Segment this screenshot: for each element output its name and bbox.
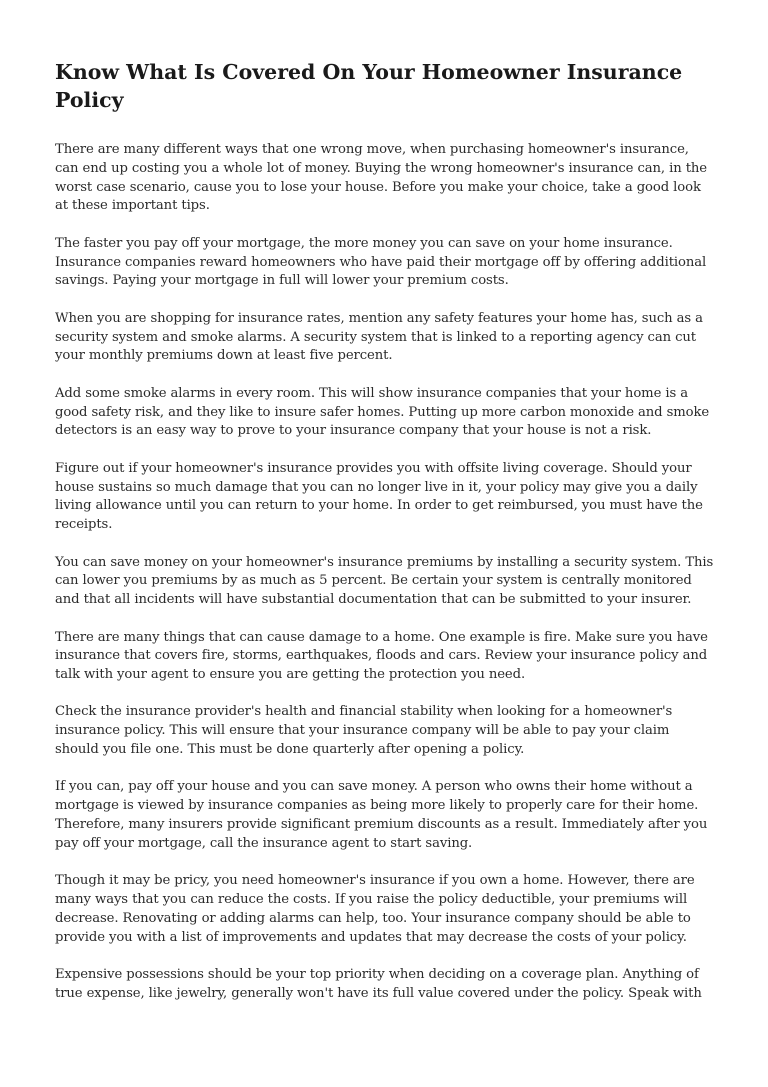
paragraph: The faster you pay off your mortgage, the more money you can save on your home insurance. Insurance companies reward homeowners who have paid their mortgage off by offering additional savings. Paying your mortgage in full will lower your premium costs. — [55, 235, 707, 289]
paragraph: Check the insurance provider's health and financial stability when looking for a homeowner's insurance policy. This will ensure that your insurance company will be able to pay your claim should you file one. This must be done quarterly after opening a policy. — [55, 704, 673, 758]
paragraph: When you are shopping for insurance rates, mention any safety features your home has, such as a security system and smoke alarms. A security system that is linked to a reporting agency can cut your monthly premiums down at least five percent. — [55, 310, 703, 364]
paragraph: Figure out if your homeowner's insurance provides you with offsite living coverage. Should your house sustains so much damage that you can no longer live in it, your policy may give you a daily living allowance until you can return to your home. In order to get reimbursed, you must have the receipts. — [55, 460, 703, 533]
paragraph: If you can, pay off your house and you can save money. A person who owns their home without a mortgage is viewed by insurance companies as being more likely to properly care for their home. Therefore, many insurers provide significant premium discounts as a result. Immediately after you pay off your mortgage, call the insurance agent to start saving. — [55, 779, 708, 851]
paragraph: Add some smoke alarms in every room. This will show insurance companies that your home is a good safety risk, and they like to insure safer homes. Putting up more carbon monoxide and smoke detectors is an easy way to prove to your insurance company that your house is not a risk. — [55, 385, 710, 439]
paragraph: You can save money on your homeowner's insurance premiums by installing a security system. This can lower you premiums by as much as 5 percent. Be certain your system is centrally monitored and that all incidents will have substantial documentation that can be submitted to your insurer. — [55, 554, 714, 608]
paragraph: Expensive possessions should be your top priority when deciding on a coverage plan. Anything of true expense, like jewelry, generally won't have its full value covered under the policy. Speak with — [55, 967, 702, 1001]
paragraph: There are many different ways that one wrong move, when purchasing homeowner's insurance, can end up costing you a whole lot of money. Buying the wrong homeowner's insurance can, in the worst case scenario, cause you to lose your house. Before you make your choice, take a good look at these important tips. — [55, 142, 707, 214]
document-title: Know What Is Covered On Your Homeowner Insurance Policy — [55, 60, 683, 112]
paragraph: There are many things that can cause damage to a home. One example is fire. Make sure you have insurance that covers fire, storms, earthquakes, floods and cars. Review your insurance policy and talk with your agent to ensure you are getting the protection you need. — [55, 629, 708, 683]
document-page — [55, 58, 715, 1022]
paragraph: Though it may be pricy, you need homeowner's insurance if you own a home. However, there are many ways that you can reduce the costs. If you raise the policy deductible, your premiums will decrease. Renovating or adding alarms can help, too. Your insurance company should be able to provide you with a list of improvements and updates that may decrease the costs of your policy. — [55, 873, 695, 945]
